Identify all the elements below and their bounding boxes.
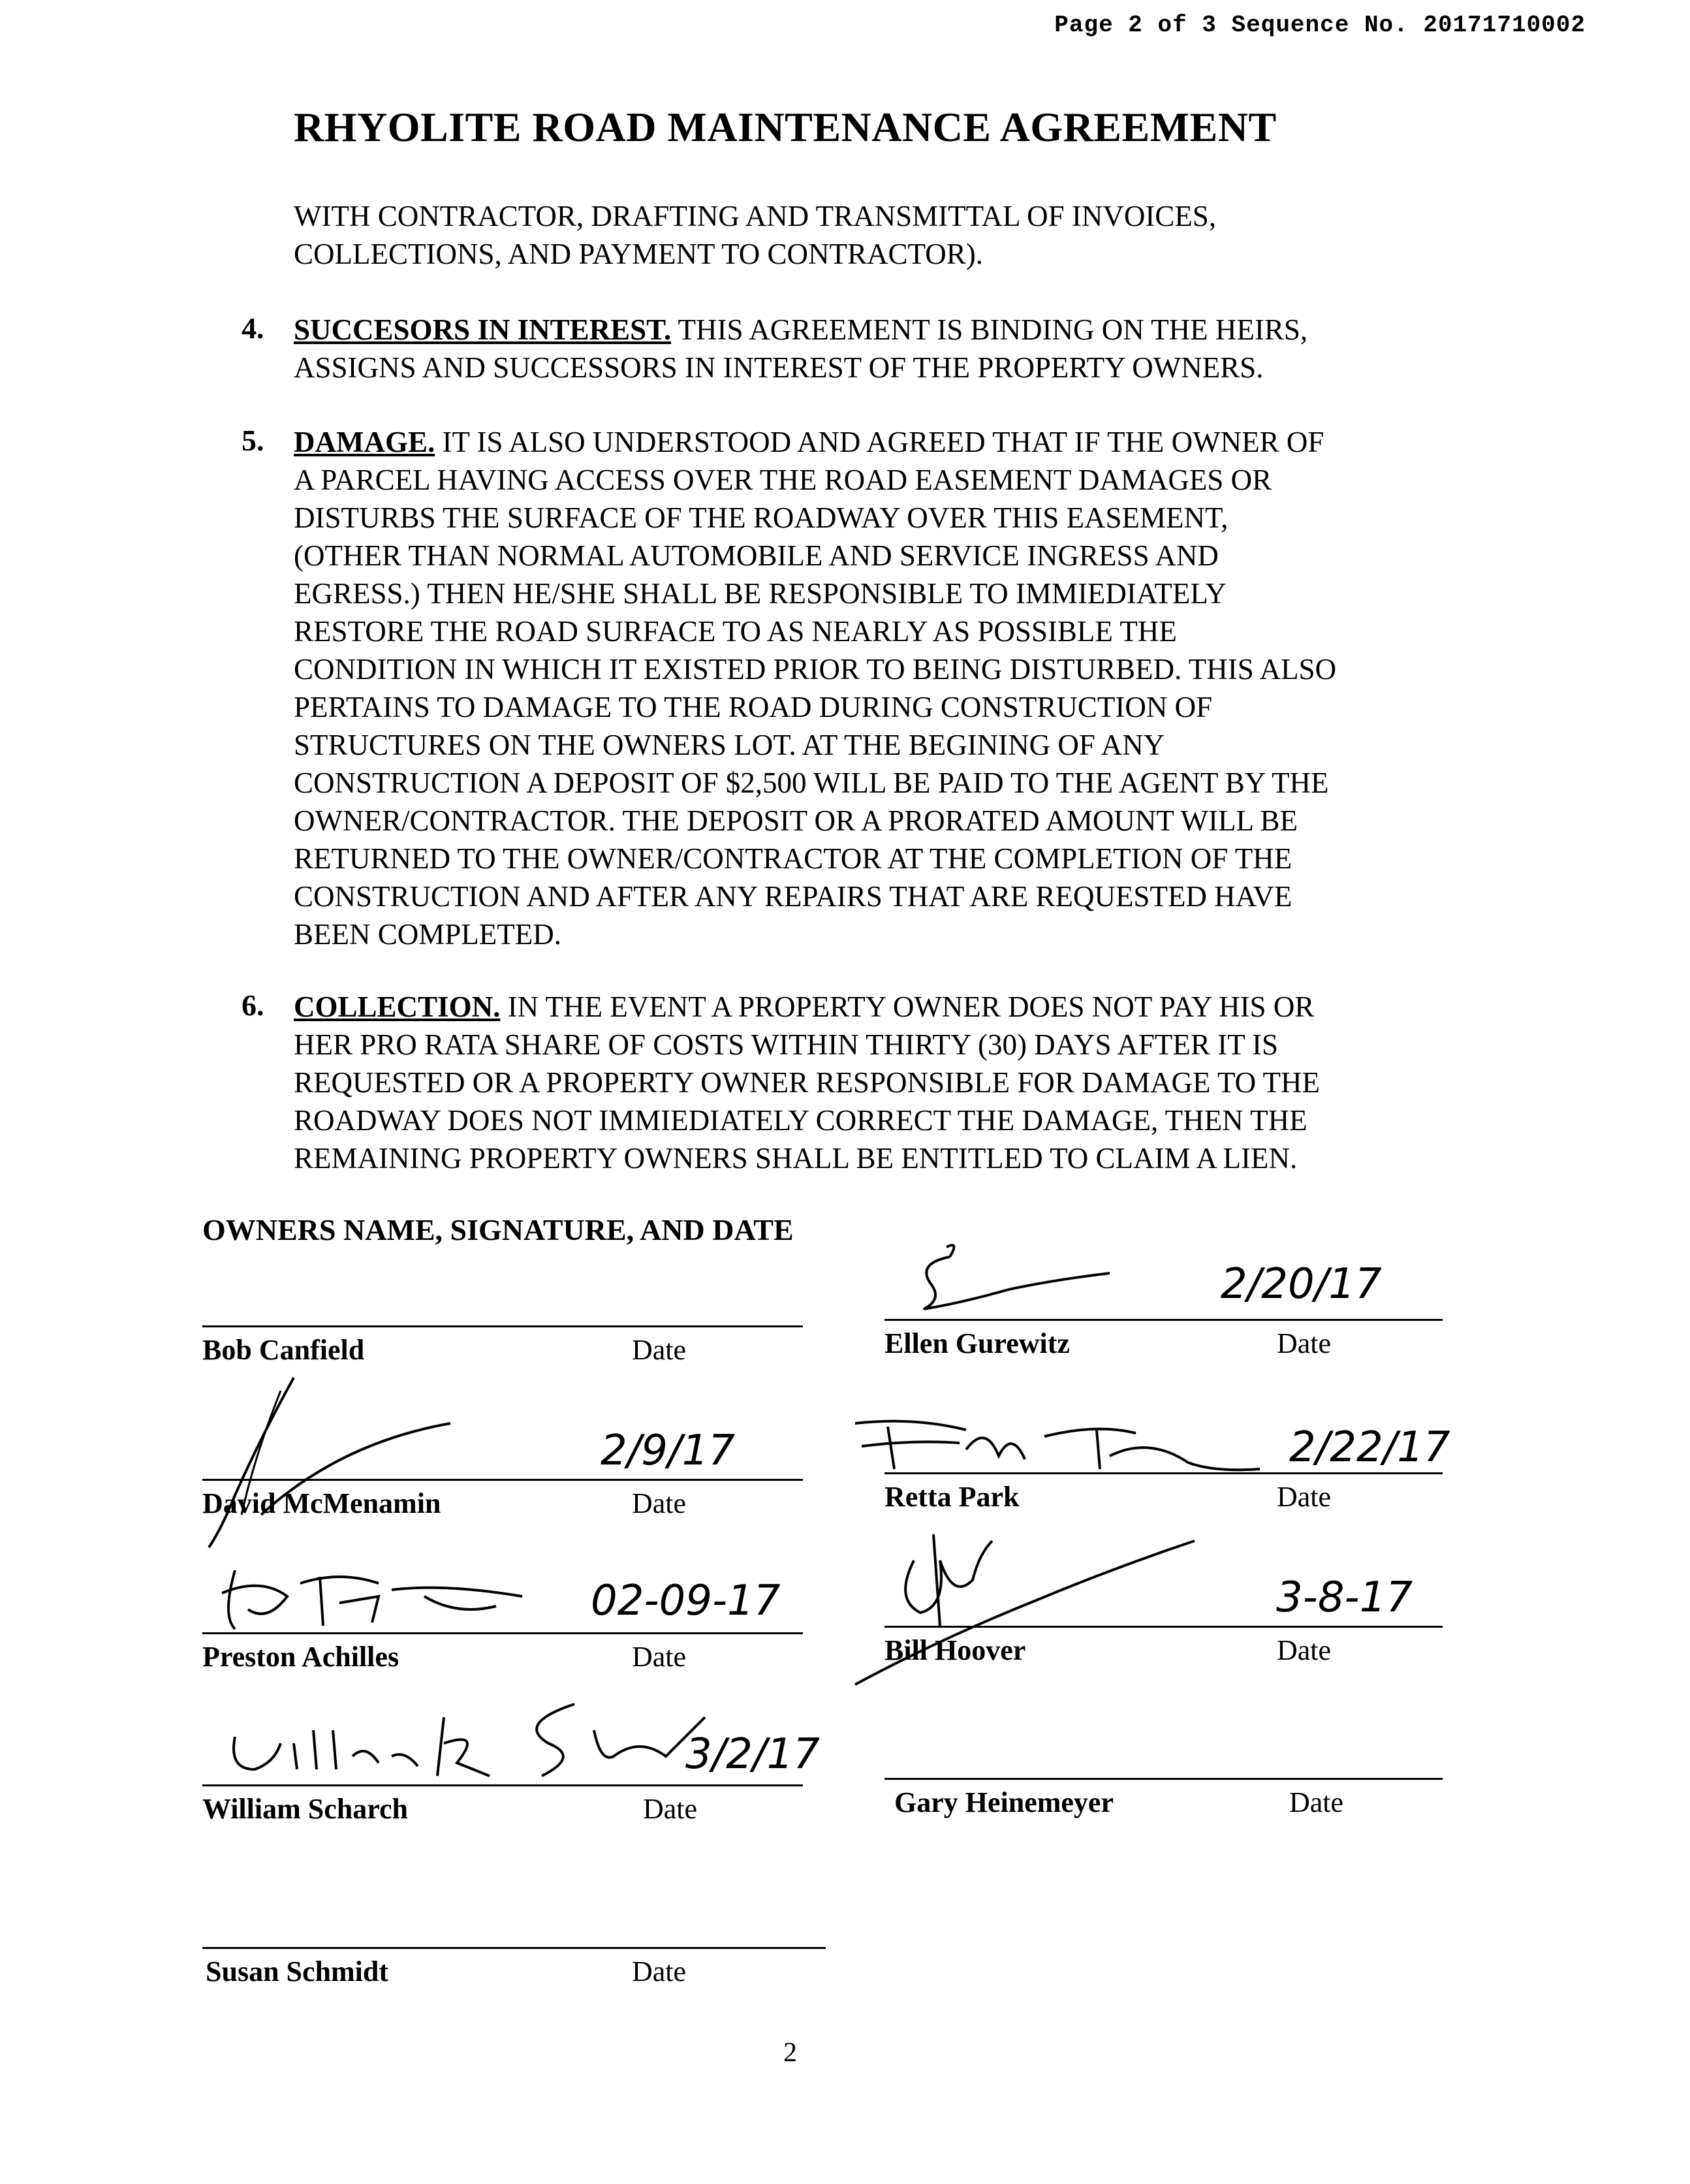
owners-heading: OWNERS NAME, SIGNATURE, AND DATE <box>202 1213 794 1246</box>
intro-paragraph <box>294 197 1216 273</box>
section-successors <box>294 311 1307 387</box>
signatory-name: Bob Canfield <box>202 1334 365 1366</box>
signatory-name: William Scharch <box>202 1793 408 1825</box>
handwritten-date: 3-8-17 <box>1276 1574 1413 1622</box>
page-number: 2 <box>783 2038 797 2068</box>
paragraph-line: STRUCTURES ON THE OWNERS LOT. AT THE BEGINING OF ANY <box>294 729 1165 761</box>
section-damage <box>294 423 1336 953</box>
signatory-name: Bill Hoover <box>884 1634 1026 1666</box>
paragraph-line: REQUESTED OR A PROPERTY OWNER RESPONSIBLE FOR DAMAGE TO THE <box>294 1066 1321 1099</box>
handwritten-signature <box>911 1237 1133 1322</box>
paragraph-line: ASSIGNS AND SUCCESSORS IN INTEREST OF THE PROPERTY OWNERS. <box>294 351 1264 384</box>
section-heading: COLLECTION. <box>294 990 501 1023</box>
date-label: Date <box>632 1641 687 1673</box>
handwritten-date: 2/20/17 <box>1221 1260 1382 1308</box>
paragraph-line: WITH CONTRACTOR, DRAFTING AND TRANSMITTAL OF INVOICES, <box>294 200 1217 232</box>
handwritten-signature <box>849 1410 1266 1482</box>
date-label: Date <box>1277 1634 1332 1666</box>
handwritten-date: 3/2/17 <box>685 1730 820 1779</box>
date-label: Date <box>1277 1481 1332 1513</box>
date-label: Date <box>632 1487 687 1519</box>
section-number: 4. <box>242 311 264 345</box>
paragraph-line: CONDITION IN WHICH IT EXISTED PRIOR TO BEING DISTURBED. THIS ALSO <box>294 653 1337 686</box>
paragraph-line: RESTORE THE ROAD SURFACE TO AS NEARLY AS POSSIBLE THE <box>294 615 1177 648</box>
paragraph-line: EGRESS.) THEN HE/SHE SHALL BE RESPONSIBLE TO IMMIEDIATELY <box>294 577 1227 610</box>
paragraph-line: ROADWAY DOES NOT IMMIEDIATELY CORRECT THE DAMAGE, THEN THE <box>294 1104 1307 1137</box>
paragraph-text: THIS AGREEMENT IS BINDING ON THE HEIRS, <box>671 313 1308 346</box>
signatory-name: Susan Schmidt <box>206 1955 389 1987</box>
paragraph-line <box>294 311 1307 349</box>
paragraph-line: RETURNED TO THE OWNER/CONTRACTOR AT THE COMPLETION OF THE <box>294 842 1292 875</box>
signature-line <box>202 1947 826 1949</box>
handwritten-date: 2/9/17 <box>601 1427 735 1475</box>
paragraph-line: DISTURBS THE SURFACE OF THE ROADWAY OVER THIS EASEMENT, <box>294 501 1228 534</box>
paragraph-line: HER PRO RATA SHARE OF COSTS WITHIN THIRTY (30) DAYS AFTER IT IS <box>294 1028 1279 1061</box>
section-collection <box>294 988 1320 1177</box>
page-sequence-header: Page 2 of 3 Sequence No. 20171710002 <box>1054 12 1586 39</box>
date-label: Date <box>1289 1786 1344 1818</box>
paragraph-line: PERTAINS TO DAMAGE TO THE ROAD DURING CONSTRUCTION OF <box>294 691 1213 723</box>
paragraph-line: BEEN COMPLETED. <box>294 918 561 951</box>
paragraph-line: CONSTRUCTION A DEPOSIT OF $2,500 WILL BE PAID TO THE AGENT BY THE <box>294 767 1329 799</box>
paragraph-line <box>294 423 1336 461</box>
paragraph-text: IT IS ALSO UNDERSTOOD AND AGREED THAT IF THE OWNER OF <box>435 426 1324 458</box>
handwritten-signature <box>842 1521 1208 1698</box>
paragraph-line: OWNER/CONTRACTOR. THE DEPOSIT OR A PRORATED AMOUNT WILL BE <box>294 804 1298 837</box>
handwritten-date: 02-09-17 <box>591 1577 781 1625</box>
date-label: Date <box>1277 1327 1332 1359</box>
handwritten-signature <box>209 1557 535 1642</box>
signatory-name: Retta Park <box>884 1481 1020 1513</box>
signature-line <box>884 1778 1443 1780</box>
date-label: Date <box>632 1955 687 1987</box>
signatory-name: Gary Heinemeyer <box>894 1786 1114 1818</box>
signatory-name: David McMenamin <box>202 1487 441 1519</box>
section-number: 6. <box>242 989 264 1022</box>
paragraph-text: IN THE EVENT A PROPERTY OWNER DOES NOT PAY HIS OR <box>500 990 1315 1023</box>
date-label: Date <box>643 1793 698 1825</box>
signatory-name: Ellen Gurewitz <box>884 1327 1070 1359</box>
handwritten-signature <box>183 1365 470 1554</box>
section-number: 5. <box>242 424 264 457</box>
date-label: Date <box>632 1334 687 1366</box>
paragraph-line: REMAINING PROPERTY OWNERS SHALL BE ENTITLED TO CLAIM A LIEN. <box>294 1142 1298 1175</box>
paragraph-line: (OTHER THAN NORMAL AUTOMOBILE AND SERVICE INGRESS AND <box>294 539 1219 572</box>
paragraph-line: A PARCEL HAVING ACCESS OVER THE ROAD EASEMENT DAMAGES OR <box>294 464 1272 496</box>
signature-line <box>202 1325 803 1327</box>
paragraph-line: CONSTRUCTION AND AFTER ANY REPAIRS THAT ARE REQUESTED HAVE <box>294 880 1292 913</box>
handwritten-date: 2/22/17 <box>1289 1423 1450 1472</box>
section-heading: SUCCESORS IN INTEREST. <box>294 313 672 346</box>
signatory-name: Preston Achilles <box>202 1641 399 1673</box>
paragraph-line: COLLECTIONS, AND PAYMENT TO CONTRACTOR). <box>294 238 983 270</box>
paragraph-line <box>294 988 1320 1026</box>
section-heading: DAMAGE. <box>294 426 435 458</box>
document-title: RHYOLITE ROAD MAINTENANCE AGREEMENT <box>294 104 1277 150</box>
